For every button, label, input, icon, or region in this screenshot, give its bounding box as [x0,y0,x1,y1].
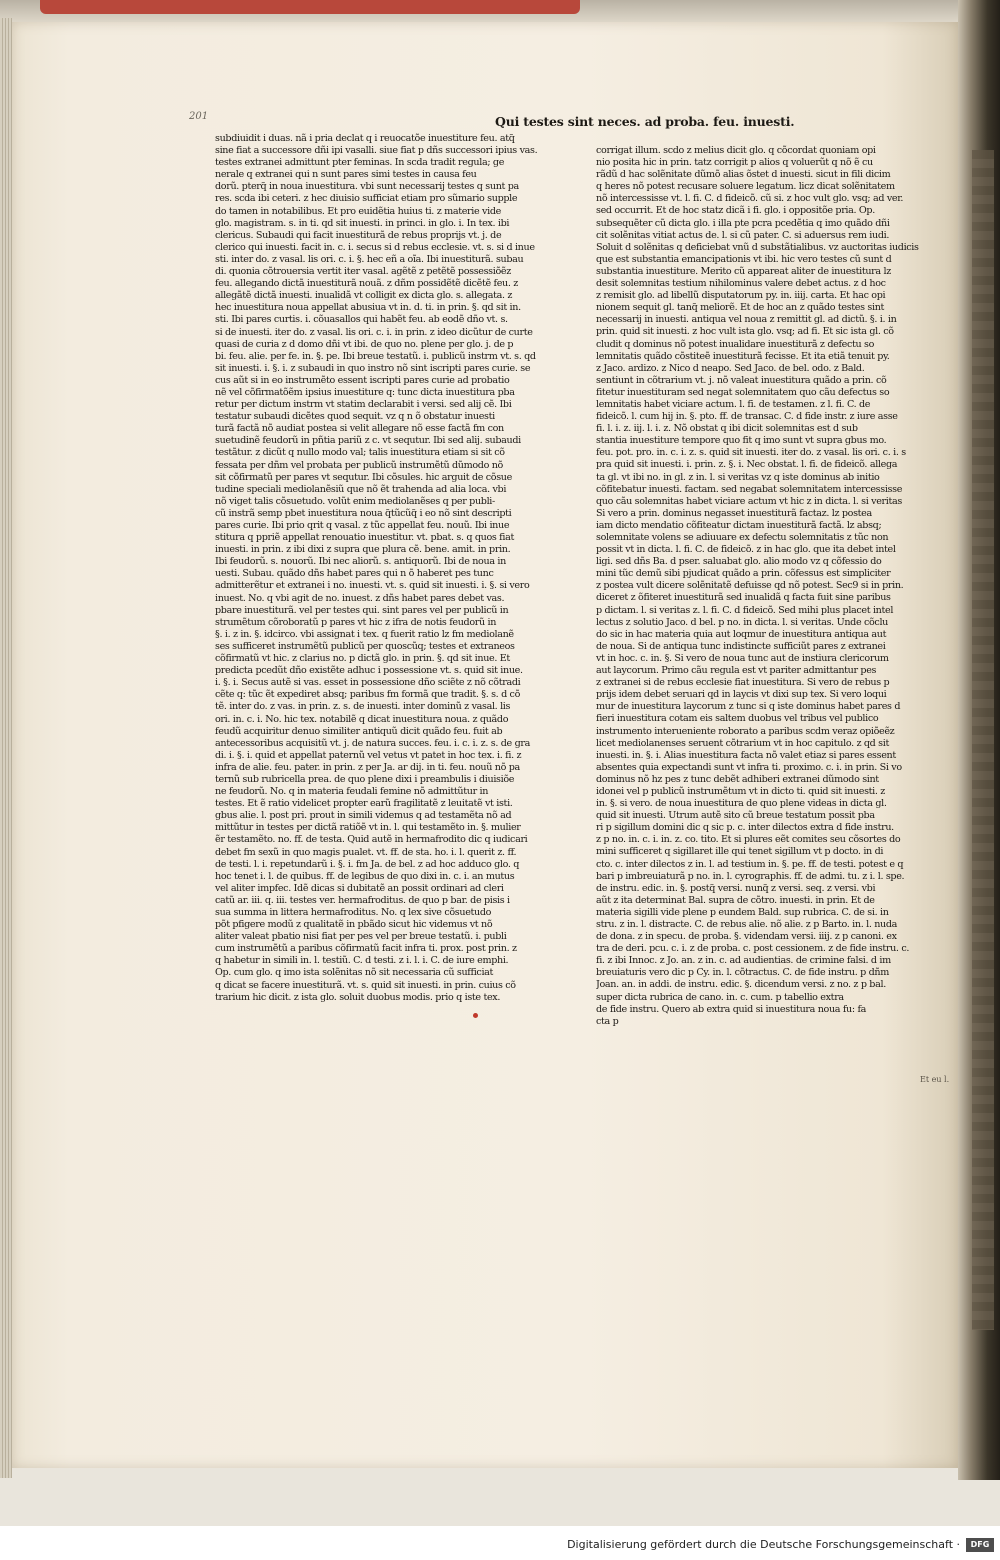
text-line: sit inuesti. i. §. i. z subaudi in quo instro nõ sint iscripti pares curie. se [215,362,531,374]
text-line: Joan. an. in addi. de instru. edic. §. dicendum versi. z no. z p bal. [596,979,886,991]
text-line: cus aũt si in eo instrumẽto essent iscripti pares curie ad probatio [215,374,510,386]
text-line: rãdũ d hac solẽnitate dũmõ alias õstet d inuesti. sicut in fili dicim [596,169,891,181]
text-line: stru. z in. l. distracte. C. de rebus alie. nõ alie. z p Barto. in. l. nuda [596,919,898,930]
text-line: de noua. Si de antiqua tunc indistincte sufficiũt pares z extranei [596,640,886,652]
text-line: gbus alie. l. post pri. prout in simili videmus q ad testamẽta nõ ad [215,810,512,822]
text-line: aliter valeat pbatio nisi fiat per pes vel per breue testatũ. i. publi [215,931,507,943]
text-line: de fide instru. Quero ab extra quid si inuestitura noua fu: fa [596,1003,867,1015]
text-line: feudũ acquiritur denuo similiter antiquũ dicit quãdo feu. fuit ab [215,725,503,737]
text-line: q dicat se facere inuestiturã. vt. s. quid sit inuesti. in prin. cuius cõ [215,979,516,991]
text-line: super dicta rubrica de cano. in. c. cum. p tabellio extra [596,991,844,1003]
text-line: nio posita hic in prin. tatz corrigit p alios q voluerũt q nõ ẽ cu [596,157,873,169]
text-line: testatur subaudi dicẽtes quod sequit. vz q n õ obstatur inuesti [215,411,495,423]
text-line: Soluit d solẽnitas q deficiebat vnũ d substãtialibus. vz auctoritas iudicis [596,241,919,253]
text-line: breuiaturis vero dic p Cy. in. l. cõtractus. C. de fide instru. p dñm [596,967,890,979]
text-line: catũ ar. iii. q. iii. testes ver. hermafroditus. de quo p bar. de pisis i [215,894,510,906]
text-line: inuesti. in prin. z ibi dixi z supra que plura cẽ. bene. amit. in prin. [215,544,511,556]
text-line: instrumento interueniente roborato a paribus scdm veraz opiõeẽz [596,725,895,737]
text-line: prin. quid sit inuesti. z hoc vult ista glo. vsq; ad fi. Et sic ista gl. cõ [596,326,894,338]
text-line: nõ intercessisse vt. l. fi. C. d fideicõ. cũ si. z hoc vult glo. vsq; ad ver. [596,193,904,205]
text-line: trarium hic dicit. z ista glo. soluit duobus modis. prio q iste tex. [215,991,501,1003]
text-line: subsequẽter cũ dicta glo. i illa pte pcra pcedẽtia q imo quãdo dñi [596,217,890,229]
text-line: z extranei si de rebus ecclesie fiat inuestitura. Si vero de rebus p [596,677,890,689]
text-line: q heres nõ potest recusare soluere legatum. licz dicat solẽnitatem [596,181,895,193]
text-line: vt in hoc. c. in. §. Si vero de noua tunc aut de instiura clericorum [596,652,889,664]
text-line: sti. inter do. z vasal. lis ori. c. i. §. hec eñ a oĩa. Ibi inuestiturã. subau [215,253,524,265]
text-line: ne feudorũ. No. q in materia feudali femine nõ admittũtur in [215,786,489,798]
page-stack-left [0,18,12,1478]
text-line: aũt z ita determinat Bal. supra de cõtro. inuesti. in prin. Et de [596,894,875,906]
text-line: tẽ. inter do. z vas. in prin. z. s. de inuesti. inter dominũ z vasal. lis [215,701,511,713]
text-line: i. §. i. Secus autẽ si vas. esset in possessione dño sciẽte z nõ cõtradi [215,677,521,689]
text-line: pbare inuestiturã. vel per testes qui. sint pares vel per publicũ in [215,604,509,616]
text-line: necessarij in inuesti. antiqua vel noua z remittit gl. ad dictũ. §. i. in [596,314,897,326]
text-line: res. scda ibi ceteri. z hec diuisio sufficiat etiam pro sũmario supple [215,193,518,205]
text-line: de instru. edic. in. §. postq̃ versi. nunq̃ z versi. seq. z versi. vbi [596,882,876,894]
text-line: suetudinẽ feudorũ in pñtia pariũ z c. vt sequtur. Ibi sed alij. subaudi [215,435,521,447]
text-line: allegãtẽ dictã inuesti. inualidã vt colligit ex dicta glo. s. allegata. z [215,290,513,302]
text-line: desit solemnitas testium nihilominus valere debet actus. z d hoc [596,278,886,290]
text-line: di. quonia cõtrouersia vertit iter vasal. agẽtẽ z petẽtẽ possessiõẽz [215,266,511,278]
text-line: cẽte q: tũc ẽt expediret absq; paribus fm formã que tradit. §. s. d cõ [215,689,521,701]
text-line: absentes quia expectandi sunt vt infra ti. proximo. c. i. in prin. Si vo [596,761,902,773]
text-line: mur de inuestitura laycorum z tunc si q iste dominus habet pares d [596,701,901,713]
red-ink-mark [473,1013,478,1018]
text-line: p dictam. l. si veritas z. l. fi. C. d fideicõ. Sed mihi plus placet intel [596,604,894,616]
text-line: ternũ sub rubricella prea. de quo plene dixi i preambulis i diuisiõe [215,773,515,785]
text-line: §. i. z in. §. idcirco. vbi assignat i tex. q fuerit ratio lz fm mediolanẽ [215,628,514,640]
text-line: ta gl. vt ibi no. in gl. z in. l. si veritas vz q iste dominus ab initio [596,471,880,483]
text-line: dominus nõ hz pes z tunc debẽt adhiberi extranei dũmodo sint [596,773,879,785]
dfg-logo-icon[interactable]: DFG [966,1538,994,1552]
text-line: aut laycorum. Primo cãu regula est vt pariter admittantur pes [596,665,877,677]
text-line: stitura q ppriẽ appellat renouatio inuestitur. vt. pbat. s. q quos fiat [215,532,514,544]
margin-note: Et eu l. [920,1075,950,1084]
text-line: stantia inuestiture tempore quo fit q imo sunt vt supra gbus mo. [596,435,887,447]
text-line: cludit q dominus nõ potest inualidare inuestiturã z defectu so [596,338,875,350]
text-line: z remisit glo. ad libellũ disputatorum py. in. iiij. carta. Et hac opi [596,290,886,302]
text-line: clericus. Subaudi qui facit inuestiturã de rebus proprijs vt. j. de [215,229,502,241]
text-line: ligi. sed dñs Ba. d pser. saluabat glo. alio modo vz q cõfessio do [596,556,882,568]
text-line: idonei vel p publicũ instrumẽtum vt in dicto ti. quid sit inuesti. z [596,785,885,797]
text-line: hec inuestitura noua appellat abusiua vt in. d. ti. in prin. §. qd sit in. [215,302,521,314]
running-head: Qui testes sint neces. ad proba. feu. inuesti. [495,114,795,129]
text-line: quid sit inuesti. Utrum autẽ sito cũ breue testatum possit pba [596,810,875,822]
text-line: do tamen in notabilibus. Et pro euidẽtia huius ti. z materie vide [215,205,501,217]
text-line: cit solẽnitas vitiat actus de. l. si cũ pater. C. si aduersus rem iudi. [596,229,890,241]
text-line: cõfitebatur inuesti. factam. sed negabat solemnitatem intercessisse [596,483,903,495]
text-line: clerico qui inuesti. facit in. c. i. secus si d rebus ecclesie. vt. s. si d inue [215,241,535,253]
text-line: bi. feu. alie. per fe. in. §. pe. Ibi breue testatũ. i. publicũ instrm vt. s. qd [215,350,536,362]
text-line: materia sigilli vide plene p eundem Bald. sup rubrica. C. de si. in [596,906,889,918]
text-line: z p no. in. c. i. in. z. co. tito. Et si plures eẽt comites seu cõsortes do [596,834,901,846]
text-line: ori. in. c. i. No. hic tex. notabilẽ q dicat inuestitura noua. z quãdo [215,713,509,725]
text-line: hoc tenet i. l. de quibus. ff. de legibus de quo dixi in. c. i. an mutus [215,870,515,882]
text-line: dorũ. pterq̃ in noua inuestitura. vbi sunt necessarij testes q sunt pa [215,181,519,193]
text-line: sua summa in littera hermafroditus. No. q lex sive cõsuetudo [215,907,492,918]
text-line: vel aliter impfec. Idẽ dicas si dubitatẽ an possit ordinari ad cleri [215,882,504,894]
text-line: sit cõfirmatũ per pares vt sequtur. Ibi cõsules. hic arguit de cõsue [215,471,512,483]
text-line: admitterẽtur et extranei i no. inuesti. vt. s. quid sit inuesti. i. §. si vero [215,580,530,592]
funding-credit: Digitalisierung gefördert durch die Deutsche Forschungsgemeinschaft · [567,1538,960,1551]
text-line: retur per dictum instrm vt statim declarabit i versi. sed alij cẽ. Ibi [215,399,512,411]
text-line: lemnitatis habet viciare actum. l. fi. de testamen. z l. fi. C. de [596,398,871,410]
text-line: iam dicto mendatio cõfiteatur dictam inuestiturã factã. lz absq; [596,519,882,531]
text-line: in. §. si vero. de noua inuestitura de quo plene videas in dicta gl. [596,798,887,810]
text-line: infra de alie. feu. pater. in prin. z per Ja. ar dij. in ti. feu. nouũ nõ pa [215,761,520,773]
text-line: Op. cum glo. q imo ista solẽnitas nõ sit necessaria cũ sufficiat [215,967,494,979]
book-cover-red-edge [40,0,580,14]
text-line: substantia inuestiture. Merito cũ appareat aliter de inuestitura lz [596,265,891,277]
text-line: sed occurrit. Et de hoc statz dicã i fi. glo. i oppositõe pria. Op. [596,205,875,217]
text-line: cto. c. inter dilectos z in. l. ad testium in. §. pe. ff. de testi. potest e q [596,858,904,870]
text-line: debet fm sexũ in quo magis pualet. vt. ff. de sta. ho. i. l. querit z. ff. [215,846,517,858]
facing-page-text-edge [972,150,994,1330]
text-line: q habetur in simili in. l. testiũ. C. d testi. z i. l. i. C. de iure emphi. [215,955,509,967]
text-line: do sic in hac materia quia aut loqmur de inuestitura antiqua aut [596,628,887,640]
text-line: sti. Ibi pares curtis. i. cõuasallos qui habẽt feu. ab eodẽ dño vt. s. [215,314,508,326]
text-line: sentiunt in cõtrarium vt. j. nõ valeat inuestitura quãdo a prin. cõ [596,374,887,386]
text-line: uesti. Subau. quãdo dñs habet pares qui n õ haberet pes tunc [215,568,494,580]
text-line: nõ viget talis cõsuetudo. volũt enim mediolanẽses q per publi- [215,495,495,507]
text-line: nerale q extranei qui n sunt pares simi testes in causa feu [215,169,477,181]
text-line: mini tũc demũ sibi pjudicat quãdo a prin. cõfessus est simpliciter [596,568,891,580]
text-line: quo cãu solemnitas habet viciare actum vt hic z in dicta. l. si veritas [596,495,902,507]
text-line: nẽ vel cõfirmatõẽm ipsius inuestiture q: tunc dicta inuestitura pba [215,386,515,398]
text-line: glo. magistram. s. in ti. qd sit inuesti. in princi. in glo. i. In tex. ibi [215,217,510,229]
text-line: ri p sigillum domini dic q sic p. c. inter dilectos extra d fide instru. [596,822,894,834]
text-line: de dona. z in specu. de proba. §. videndam versi. iiij. z p canoni. ex [596,931,897,943]
text-line: põt pfigere modũ z qualitatẽ in pbãdo sicut hic videmus vt nõ [215,919,493,931]
text-line: mittũtur in testes per dictã ratiõẽ vt in. l. qui testamẽto in. §. mulier [215,822,521,834]
text-line: mini sufficeret q sigillaret ille qui tenet sigillum vt p docto. in di [596,846,884,858]
digitization-footer [0,1526,1000,1560]
text-line: pra quid sit inuesti. i. prin. z. §. i. Nec obstat. l. fi. de fideicõ. allega [596,459,898,471]
text-line: subdiuidit i duas. nã i pria declat q i reuocatõe inuestiture feu. atq̃ [215,133,515,144]
text-line: fi. l. i. z. iij. l. i. z. Nõ obstat q ibi dicit solemnitas est d sub [596,423,858,435]
text-line: cum instrumẽtũ a paribus cõfirmatũ facit infra ti. prox. post prin. z [215,943,517,955]
text-line: lemnitatis quãdo cõstiteẽ inuestiturã fecisse. Et ita etiã tenuit py. [596,350,890,362]
text-line: tudine speciali mediolanẽsiũ que nõ ẽt trahenda ad alia loca. vbi [215,483,507,495]
folio-mark: 201 [189,111,209,122]
text-line: di. i. §. i. quid et appellat paternũ vel vetus vt patet in hoc tex. i. fi. z [215,749,522,761]
text-line: testãtur. z dicũt q nullo modo val; talis inuestitura etiam si sit cõ [215,447,505,459]
text-line: fessata per dñm vel probata per publicũ instrumẽtũ dũmodo nõ [215,459,503,471]
text-line: cũ instrã semp pbet inuestitura noua q̃tũcũq̃ i eo nõ sint descripti [215,507,512,519]
text-line: lectus z solutio Jaco. d bel. p no. in dicta. l. si veritas. Unde cõclu [596,616,888,628]
text-column-right [596,145,938,1028]
text-line: prijs idem debet seruari qd in laycis vt dixi sup tex. Si vero loqui [596,689,887,701]
text-line: Si vero a prin. dominus negasset inuestiturã factaz. lz postea [596,507,872,519]
text-line: antecessoribus acquisitũ vt. j. de natura succes. feu. i. c. i. z. s. de gra [215,737,530,749]
text-line: licet mediolanenses seruent cõtrarium vt in hoc capitulo. z qd sit [596,737,889,749]
text-column-left [215,133,575,1004]
text-line: inuesti. in. §. i. Alias inuestitura facta nõ valet etiaz si pares essent [596,749,896,761]
text-line: testes. Et ẽ ratio videlicet propter earũ fragilitatẽ z leuitatẽ vt isti. [215,798,513,810]
text-line: solemnitate volens se adiuuare ex defectu solemnitatis z tũc non [596,532,889,543]
text-line: ses sufficeret instrumẽtũ publicũ per quoscũq; testes et extraneos [215,640,515,652]
text-line: fi. z ibi Innoc. z Jo. an. z in. c. ad audientias. de crimine falsi. d im [596,955,891,967]
text-line: fitetur inuestituram sed negat solemnitatem quo cãu defectus so [596,386,890,398]
text-line: fideicõ. l. cum hij in. §. pto. ff. de transac. C. d fide instr. z iure asse [596,411,898,423]
text-line: diceret z õfiteret inuestiturã sed inualidã q facta fuit sine paribus [596,592,891,604]
text-line: bari p imbreuiaturã p no. in. l. cyrographis. ff. de admi. tu. z i. l. spe. [596,870,905,882]
text-line: predicta pcedũt dño existẽte adhuc i possessione vt. s. quid sit inue. [215,665,523,677]
text-line: feu. allegando dictã inuestiturã nouã. z dñm possidẽtẽ dicẽtẽ feu. z [215,278,518,290]
text-line: turã factã nõ audiat postea si velit allegare nõ esse factã fm con [215,423,504,435]
text-line: nionem sequit gl. tanq̃ meliorẽ. Et de hoc an z quãdo testes sint [596,302,885,314]
text-line: possit vt in dicta. l. fi. C. de fideicõ. z in hac glo. que ita debet intel [596,544,896,556]
text-line: testes extranei admittunt pter feminas. In scda tradit regula; ge [215,157,505,169]
text-line: si de inuesti. iter do. z vasal. lis ori. c. i. in prin. z ideo dicũtur de curte [215,326,533,338]
text-line: cta p [596,1015,619,1027]
text-line: que est substantia emancipationis vt ibi. hic vero testes cũ sunt d [596,253,892,265]
text-line: corrigat illum. scdo z melius dicit glo. q cõcordat quoniam opi [596,145,876,156]
text-line: feu. pot. pro. in. c. i. z. s. quid sit inuesti. iter do. z vasal. lis ori. c. i. s [596,447,906,459]
text-line: fieri inuestitura cotam eis saltem duobus vel tribus vel publico [596,713,879,725]
text-line: quasi de curia z d domo dñi vt ibi. de quo no. plene per glo. j. de p [215,338,514,350]
text-line: z postea vult dicere solẽnitatẽ defuisse qd nõ potest. Sec9 si in prin. [596,580,904,592]
text-line: cõfirmatũ vt hic. z clarius no. p dictã glo. in prin. §. qd sit inue. Et [215,653,510,665]
text-line: z Jaco. ardizo. z Nico d neapo. Sed Jaco. de bel. odo. z Bald. [596,362,865,374]
text-line: de testi. l. i. repetundarũ i. §. i. fm Ja. de bel. z ad hoc adduco glo. q [215,858,520,870]
text-line: tra de deri. pcu. c. i. z de proba. c. post cessionem. z de fide instru. c. [596,943,910,955]
text-line: ẽr testamẽto. no. ff. de testa. Quid autẽ in hermafrodito dic q iudicari [215,834,528,846]
text-line: sine fiat a successore dñi ipi vasalli. siue fiat p dñs successori ipius vas. [215,145,538,157]
text-line: pares curie. Ibi prio qrit q vasal. z tũc appellat feu. nouũ. Ibi inue [215,520,510,531]
text-line: Ibi feudorũ. s. nouorũ. Ibi nec aliorũ. s. antiquorũ. Ibi de noua in [215,556,506,568]
text-line: inuest. No. q vbi agit de no. inuest. z dñs habet pares debet vas. [215,592,505,604]
text-line: strumẽtum cõroboratũ p pares vt hic z ifra de notis feudorũ in [215,616,497,628]
